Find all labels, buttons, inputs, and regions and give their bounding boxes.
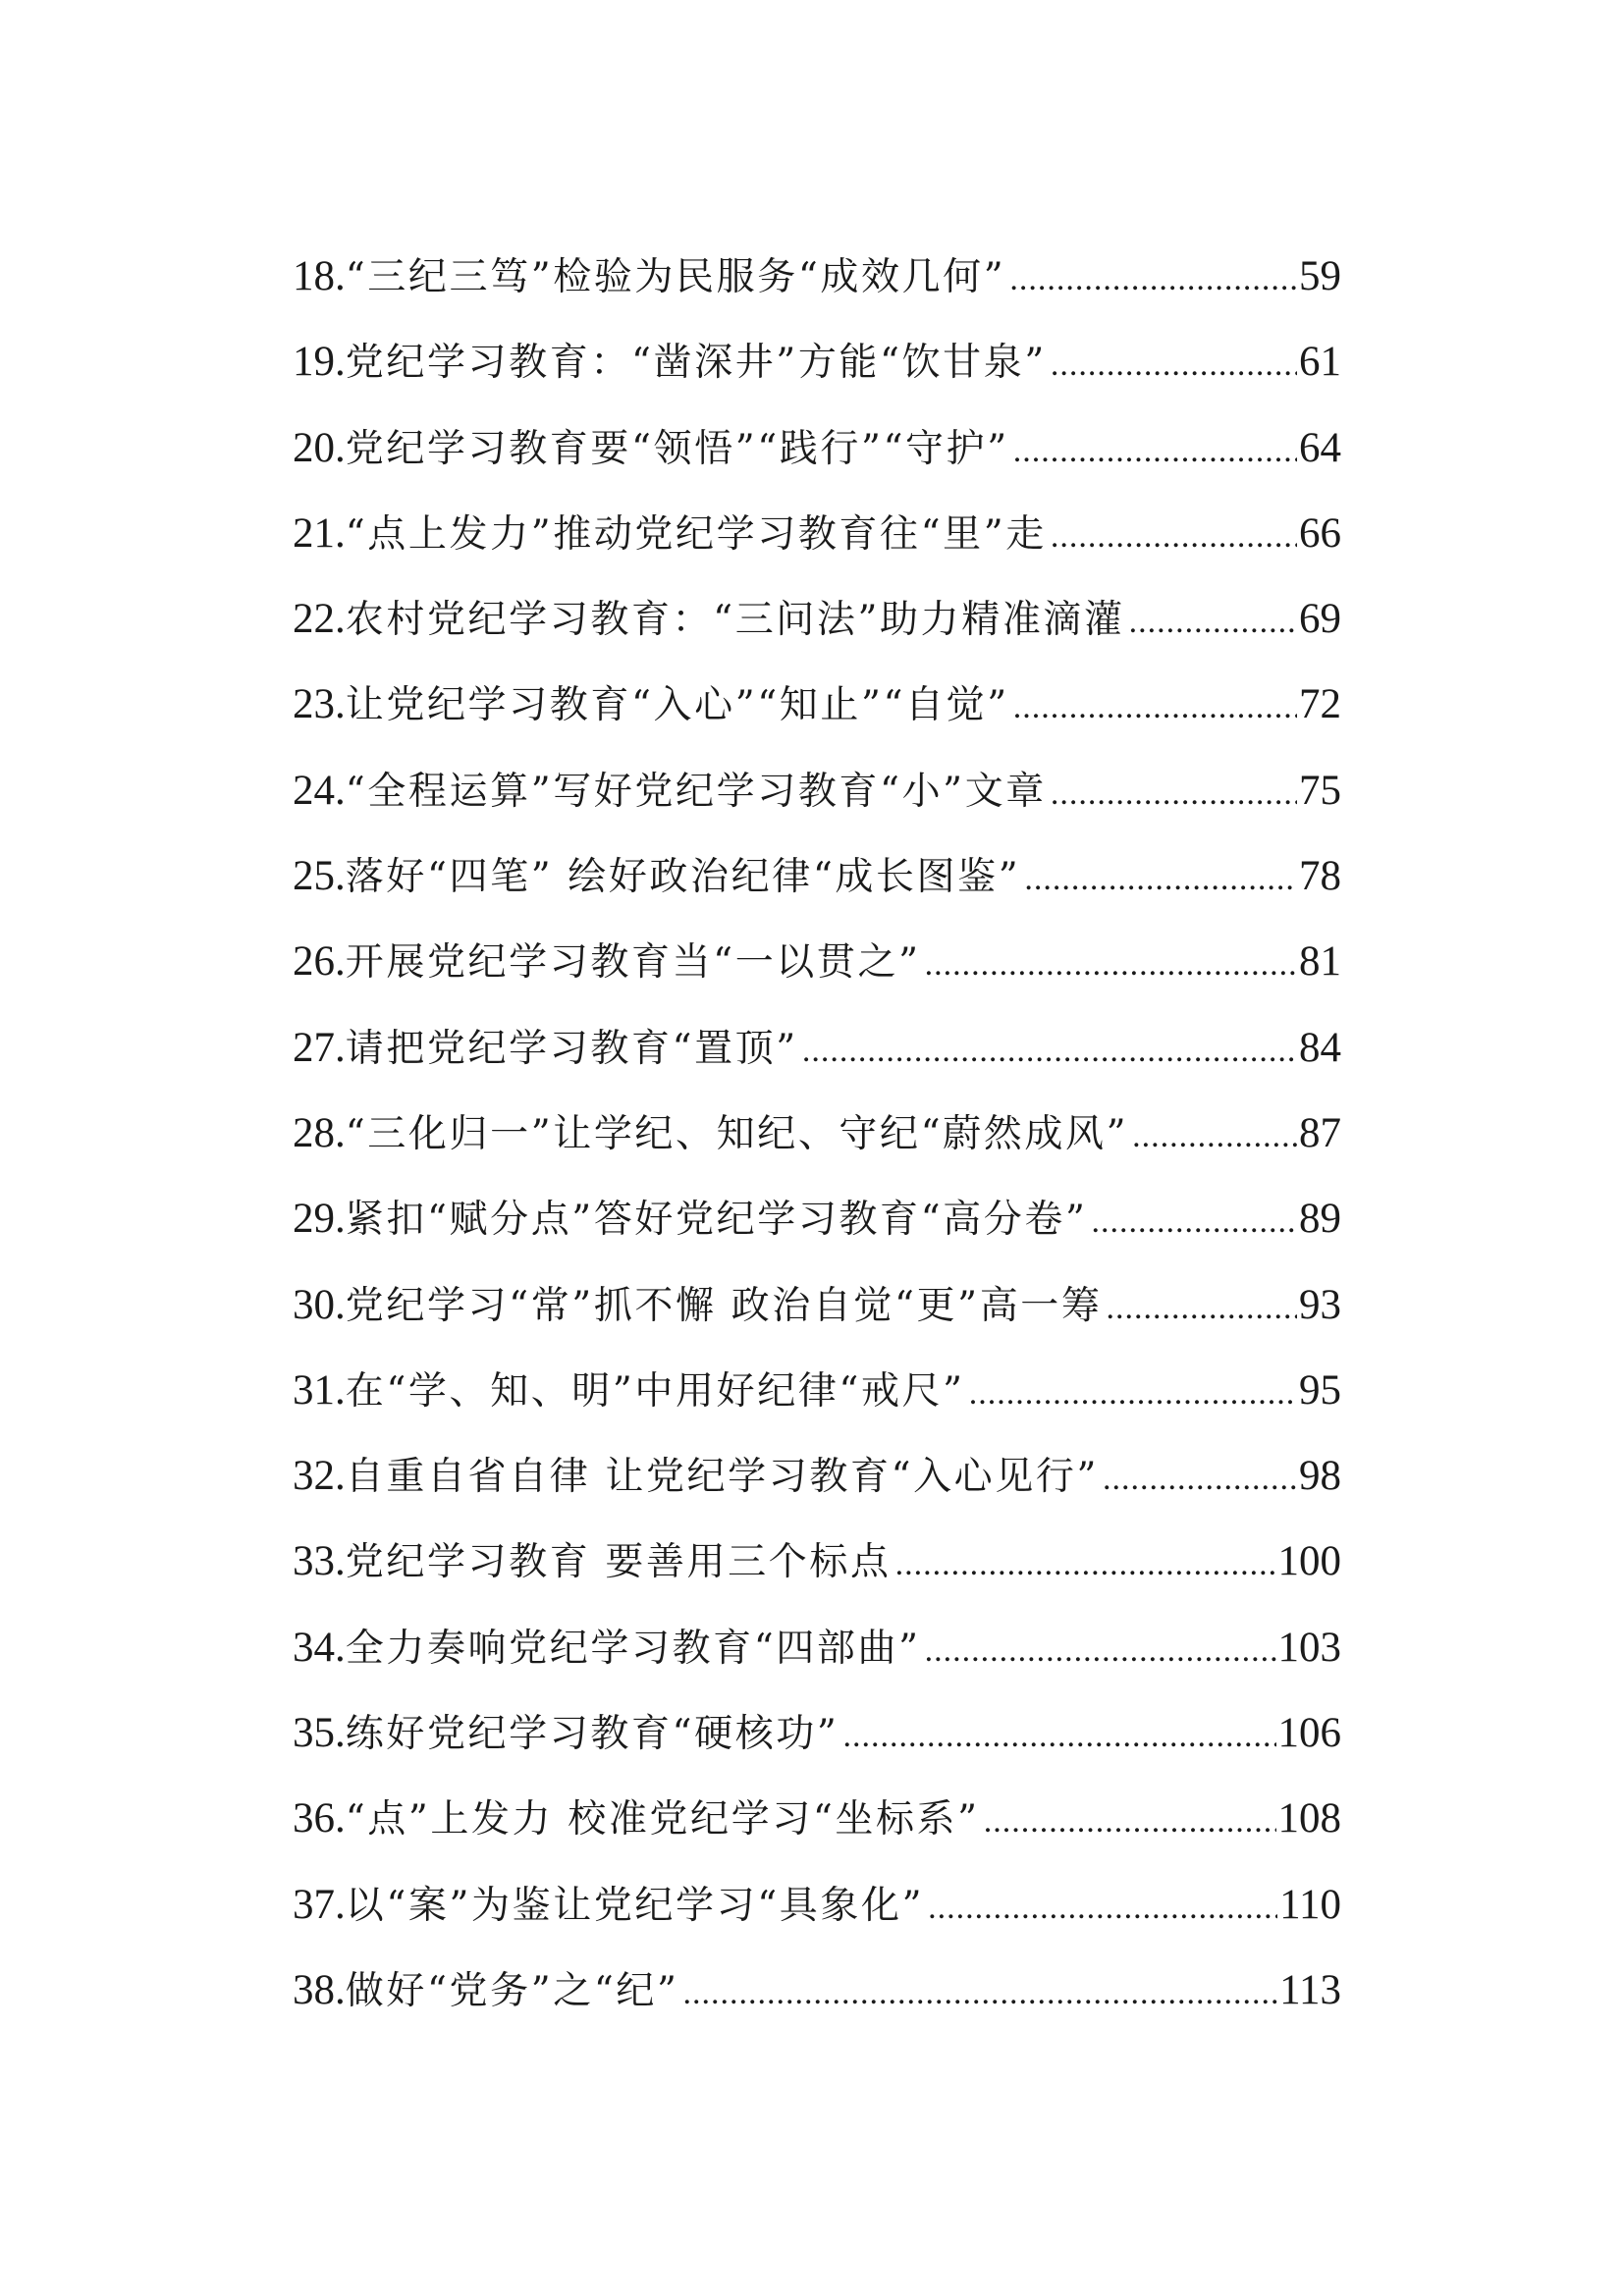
entry-number: 24. xyxy=(293,767,346,814)
entry-number: 29. xyxy=(293,1196,346,1243)
dot-leader xyxy=(895,1535,1276,1594)
entry-number: 18. xyxy=(293,253,346,299)
entry-number: 21. xyxy=(293,509,346,557)
entry-title: 全力奏响党纪学习教育“四部曲” xyxy=(345,1626,921,1671)
toc-entry xyxy=(293,675,1341,761)
entry-page-number: 89 xyxy=(1299,1196,1341,1243)
entry-number: 23. xyxy=(293,681,346,728)
entry-number: 25. xyxy=(293,853,346,900)
entry-number: 32. xyxy=(293,1453,346,1500)
entry-number: 38. xyxy=(293,1966,346,2013)
entry-page-number: 72 xyxy=(1299,681,1341,728)
toc-entry xyxy=(293,247,1341,333)
entry-title: 紧扣“赋分点”答好党纪学习教育“高分卷” xyxy=(345,1198,1088,1243)
toc-entry xyxy=(293,1104,1341,1190)
toc-entry xyxy=(293,1532,1341,1618)
entry-page-number: 106 xyxy=(1277,1710,1341,1757)
toc-entry xyxy=(293,1704,1341,1789)
entry-number: 34. xyxy=(293,1624,346,1671)
entry-page-number: 78 xyxy=(1299,853,1341,900)
entry-page-number: 61 xyxy=(1299,339,1341,386)
entry-page-number: 103 xyxy=(1277,1624,1341,1671)
dot-leader xyxy=(1013,678,1297,737)
dot-leader xyxy=(925,1622,1276,1681)
entry-number: 31. xyxy=(293,1366,346,1414)
entry-number: 27. xyxy=(293,1024,346,1071)
dot-leader xyxy=(928,1879,1277,1938)
entry-title: 以“案”为鉴让党纪学习“具象化” xyxy=(345,1883,925,1928)
entry-page-number: 110 xyxy=(1279,1881,1341,1928)
dot-leader xyxy=(683,1964,1278,2023)
entry-title: “三纪三笃”检验为民服务“成效几何” xyxy=(345,255,1006,299)
entry-title: 落好“四笔” 绘好政治纪律“成长图鉴” xyxy=(345,855,1021,900)
entry-page-number: 93 xyxy=(1299,1281,1341,1328)
entry-page-number: 81 xyxy=(1299,938,1341,986)
entry-number: 36. xyxy=(293,1795,346,1842)
dot-leader xyxy=(842,1707,1275,1766)
dot-leader xyxy=(984,1792,1276,1851)
toc-entry xyxy=(293,933,1341,1018)
entry-page-number: 95 xyxy=(1299,1366,1341,1414)
entry-page-number: 84 xyxy=(1299,1024,1341,1071)
dot-leader xyxy=(1024,850,1297,909)
entry-title: 党纪学习“常”抓不懈 政治自觉“更”高一筹 xyxy=(345,1283,1103,1328)
dot-leader xyxy=(1051,765,1297,824)
dot-leader xyxy=(1129,593,1297,652)
dot-leader xyxy=(1009,250,1297,309)
entry-title: 党纪学习教育要“领悟”“践行”“守护” xyxy=(345,426,1009,471)
entry-number: 22. xyxy=(293,596,346,643)
dot-leader xyxy=(1107,1279,1298,1338)
entry-page-number: 66 xyxy=(1299,509,1341,557)
entry-title: 党纪学习教育：“凿深井”方能“饮甘泉” xyxy=(345,341,1047,386)
entry-title: “全程运算”写好党纪学习教育“小”文章 xyxy=(345,769,1047,814)
dot-leader xyxy=(1013,422,1297,481)
entry-page-number: 87 xyxy=(1299,1109,1341,1156)
entry-title: 开展党纪学习教育当“一以贯之” xyxy=(345,940,921,986)
dot-leader xyxy=(802,1022,1297,1081)
toc-entry xyxy=(293,1789,1341,1875)
entry-title: 党纪学习教育 要善用三个标点 xyxy=(345,1540,892,1585)
entry-title: 农村党纪学习教育：“三问法”助力精准滴灌 xyxy=(345,598,1125,643)
dot-leader xyxy=(1103,1450,1297,1509)
entry-title: “点上发力”推动党纪学习教育往“里”走 xyxy=(345,511,1047,557)
entry-number: 28. xyxy=(293,1109,346,1156)
entry-title: 让党纪学习教育“入心”“知止”“自觉” xyxy=(345,683,1009,728)
toc-entry xyxy=(293,1362,1341,1447)
toc-entry xyxy=(293,762,1341,847)
entry-number: 37. xyxy=(293,1881,346,1928)
entry-number: 26. xyxy=(293,938,346,986)
dot-leader xyxy=(1051,507,1297,566)
toc-entry xyxy=(293,1961,1341,2047)
toc-entry xyxy=(293,1447,1341,1532)
entry-page-number: 64 xyxy=(1299,424,1341,471)
entry-number: 19. xyxy=(293,339,346,386)
toc-entry xyxy=(293,419,1341,505)
toc-entry xyxy=(293,1276,1341,1362)
entry-title: 自重自省自律 让党纪学习教育“入心见行” xyxy=(345,1455,1100,1500)
toc-entry xyxy=(293,847,1341,933)
dot-leader xyxy=(1132,1107,1297,1166)
entry-title: 练好党纪学习教育“硬核功” xyxy=(345,1712,839,1757)
dot-leader xyxy=(969,1364,1297,1423)
entry-page-number: 98 xyxy=(1299,1453,1341,1500)
entry-number: 33. xyxy=(293,1538,346,1585)
entry-title: 做好“党务”之“纪” xyxy=(345,1968,679,2013)
toc-entry xyxy=(293,505,1341,590)
entry-title: “点”上发力 校准党纪学习“坐标系” xyxy=(345,1797,980,1842)
entry-number: 20. xyxy=(293,424,346,471)
toc-entry xyxy=(293,1019,1341,1104)
entry-number: 35. xyxy=(293,1710,346,1757)
toc-entry xyxy=(293,333,1341,418)
entry-number: 30. xyxy=(293,1281,346,1328)
toc-entry xyxy=(293,1876,1341,1961)
entry-page-number: 69 xyxy=(1299,596,1341,643)
toc-entry xyxy=(293,1190,1341,1275)
dot-leader xyxy=(925,935,1297,994)
entry-page-number: 100 xyxy=(1277,1538,1341,1585)
dot-leader xyxy=(1051,336,1297,395)
entry-title: “三化归一”让学纪、知纪、守纪“蔚然成风” xyxy=(345,1111,1129,1156)
dot-leader xyxy=(1092,1193,1297,1252)
entry-page-number: 113 xyxy=(1279,1966,1341,2013)
entry-title: 请把党纪学习教育“置顶” xyxy=(345,1026,798,1071)
entry-page-number: 59 xyxy=(1299,253,1341,299)
table-of-contents xyxy=(293,247,1341,2047)
toc-entry xyxy=(293,1619,1341,1704)
toc-entry xyxy=(293,590,1341,675)
entry-title: 在“学、知、明”中用好纪律“戒尺” xyxy=(345,1368,965,1414)
entry-page-number: 108 xyxy=(1277,1795,1341,1842)
entry-page-number: 75 xyxy=(1299,767,1341,814)
